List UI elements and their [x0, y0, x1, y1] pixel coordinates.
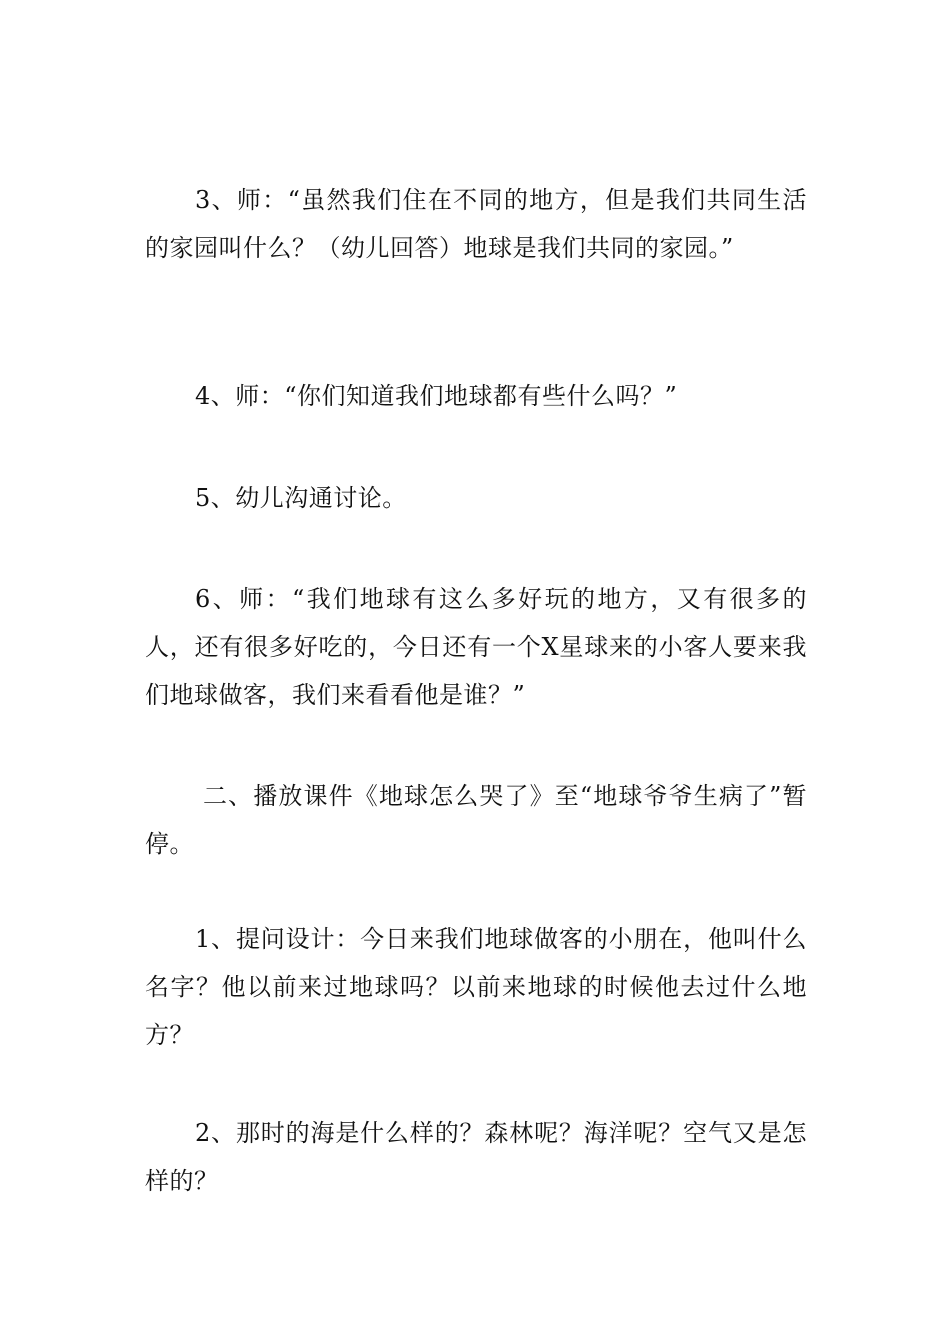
- paragraph-step-4: 4、师：“你们知道我们地球都有些什么吗？”: [195, 382, 678, 410]
- paragraph-question-1: 1、提问设计：今日来我们地球做客的小朋在，他叫什么名字？他以前来过地球吗？以前来地球的时候他去过什么地方？: [145, 925, 807, 1049]
- paragraph-step-3: 3、师：“虽然我们住在不同的地方，但是我们共同生活的家园叫什么？（幼儿回答）地球是我们共同的家园。”: [145, 186, 807, 262]
- paragraph-question-2: 2、那时的海是什么样的？森林呢？海洋呢？空气又是怎样的？: [145, 1119, 807, 1195]
- section-heading-two: 二、播放课件《地球怎么哭了》至“地球爷爷生病了”暂停。: [145, 782, 807, 858]
- paragraph-step-6: 6、师：“我们地球有这么多好玩的地方，又有很多的人，还有很多好吃的，今日还有一个X星球来的小客人要来我们地球做客，我们来看看他是谁？”: [145, 585, 807, 709]
- paragraph-step-5: 5、幼儿沟通讨论。: [195, 484, 407, 512]
